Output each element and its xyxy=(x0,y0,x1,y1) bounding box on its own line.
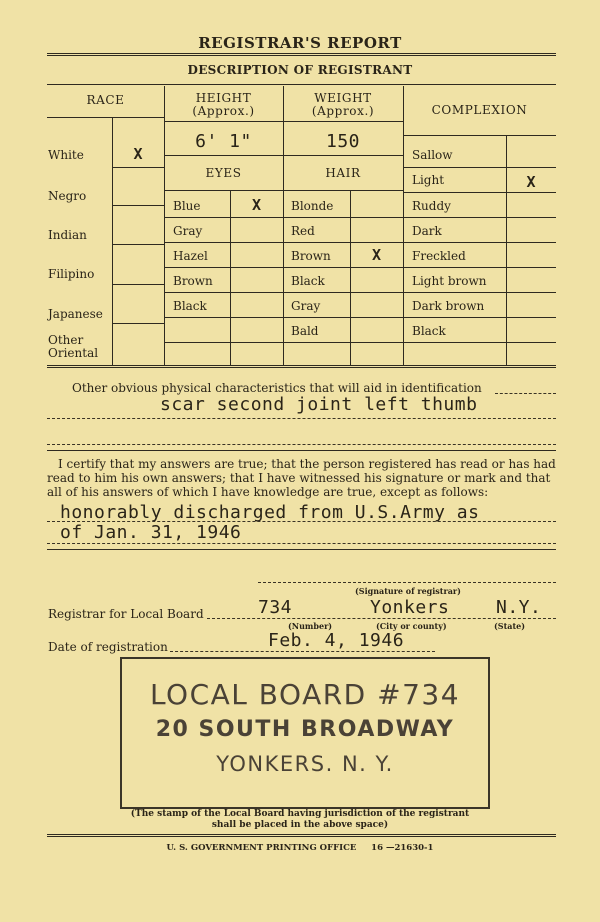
eyes-option-brown: Brown xyxy=(173,274,213,288)
characteristics-dots xyxy=(495,393,556,394)
date-value: Feb. 4, 1946 xyxy=(268,630,405,651)
col-line xyxy=(164,86,165,365)
signature-caption: (Signature of registrar) xyxy=(355,586,461,596)
complexion-row-rule xyxy=(403,317,556,318)
race-option-filipino: Filipino xyxy=(48,267,95,281)
exception-line-2: of Jan. 31, 1946 xyxy=(60,522,242,543)
complexion-row-rule xyxy=(403,267,556,268)
section-title: DESCRIPTION OF REGISTRANT xyxy=(187,63,413,77)
hair-option-red: Red xyxy=(291,224,315,238)
eyes-hair-row-rule xyxy=(164,267,403,268)
characteristics-line xyxy=(47,418,556,419)
city-caption: (City or county) xyxy=(376,621,447,631)
eyes-option-blue: Blue xyxy=(173,199,201,213)
title-rule xyxy=(47,53,556,56)
eyes-header: EYES xyxy=(205,166,242,180)
race-option-negro: Negro xyxy=(48,189,87,203)
section-divider xyxy=(47,450,556,451)
race-option-other-oriental: Other Oriental xyxy=(48,333,99,360)
complexion-option-light-brown: Light brown xyxy=(412,274,487,288)
state-caption: (State) xyxy=(494,621,526,631)
section-divider-2 xyxy=(47,549,556,550)
characteristics-line-2 xyxy=(47,444,556,445)
board-state: N.Y. xyxy=(496,597,542,618)
race-option-indian: Indian xyxy=(48,228,87,242)
stamp-line-1: LOCAL BOARD #734 xyxy=(149,678,461,711)
eyes-hair-row-rule xyxy=(164,217,403,218)
certification-line-3: all of his answers of which I have knowledge are true, except as follows: xyxy=(47,485,489,499)
hair-option-blonde: Blonde xyxy=(291,199,334,213)
eyes-hair-row-rule xyxy=(164,292,403,293)
weight-header: WEIGHT xyxy=(314,91,372,105)
hair-option-gray: Gray xyxy=(291,299,321,313)
race-option-japanese: Japanese xyxy=(48,307,103,321)
stamp-caption-2: shall be placed in the above space) xyxy=(211,820,389,830)
certification-line-2: read to him his own answers; that I have witnessed his signature or mark and that xyxy=(47,471,551,485)
complexion-row-rule xyxy=(403,192,556,193)
eyes-hair-row-rule xyxy=(164,242,403,243)
height-value: 6' 1" xyxy=(195,131,252,152)
eyes-option-gray: Gray xyxy=(173,224,203,238)
board-city: Yonkers xyxy=(370,597,450,618)
date-label: Date of registration xyxy=(48,640,168,654)
eyes-hair-row-rule xyxy=(164,342,403,343)
height-weight-rule xyxy=(164,121,403,122)
complexion-row-rule xyxy=(403,217,556,218)
eyes-hair-row-rule xyxy=(164,317,403,318)
height-header: HEIGHT xyxy=(195,91,252,105)
col-line xyxy=(403,86,404,365)
form-title: REGISTRAR'S REPORT xyxy=(198,34,402,52)
board-dots xyxy=(207,618,556,619)
weight-approx: (Approx.) xyxy=(311,104,375,118)
complexion-row-rule xyxy=(403,292,556,293)
number-caption: (Number) xyxy=(288,621,333,631)
race-header: RACE xyxy=(86,93,125,107)
section-rule xyxy=(47,84,556,85)
weight-value: 150 xyxy=(325,131,360,152)
col-line xyxy=(283,86,284,365)
footer-rule xyxy=(47,834,556,837)
race-header-rule xyxy=(47,117,164,118)
stamp-line-2: 20 SOUTH BROADWAY xyxy=(155,717,455,742)
complexion-option-sallow: Sallow xyxy=(412,148,453,162)
hair-option-black: Black xyxy=(291,274,325,288)
hair-option-bald: Bald xyxy=(291,324,319,338)
complexion-option-dark-brown: Dark brown xyxy=(412,299,485,313)
stamp-caption-1: (The stamp of the Local Board having jurisdiction of the registrant xyxy=(130,809,470,819)
complexion-light-mark: X xyxy=(526,173,536,191)
complexion-option-ruddy: Ruddy xyxy=(412,199,451,213)
signature-line xyxy=(258,582,556,583)
board-number: 734 xyxy=(258,597,293,618)
exception-dots-2 xyxy=(47,543,556,544)
eyes-option-black: Black xyxy=(173,299,207,313)
characteristics-label: Other obvious physical characteristics that will aid in identification xyxy=(72,381,482,395)
hair-header: HAIR xyxy=(325,166,361,180)
complexion-row-rule xyxy=(403,242,556,243)
race-row-rule xyxy=(112,167,164,168)
race-option-white: White xyxy=(48,148,84,162)
local-board-stamp xyxy=(120,657,490,809)
value-rule xyxy=(164,155,403,156)
eyes-blue-mark: X xyxy=(251,196,262,214)
stamp-line-3: YONKERS. N. Y. xyxy=(216,752,394,776)
date-dots xyxy=(170,651,435,652)
race-white-mark: X xyxy=(133,145,143,163)
height-approx: (Approx.) xyxy=(192,104,255,118)
table-bottom xyxy=(47,365,556,368)
complexion-row-rule xyxy=(403,167,556,168)
registrar-board-label: Registrar for Local Board xyxy=(48,607,204,621)
race-row-rule xyxy=(112,205,164,206)
hair-brown-mark: X xyxy=(371,246,382,264)
exception-line-1: honorably discharged from U.S.Army as xyxy=(60,502,480,523)
complexion-row-rule xyxy=(403,342,556,343)
complexion-option-dark: Dark xyxy=(412,224,442,238)
complexion-header-rule xyxy=(403,135,556,136)
race-row-rule xyxy=(112,323,164,324)
col-line xyxy=(506,135,507,365)
race-row-rule xyxy=(112,244,164,245)
complexion-option-black: Black xyxy=(412,324,446,338)
eyes-option-hazel: Hazel xyxy=(173,249,208,263)
hair-option-brown: Brown xyxy=(291,249,331,263)
characteristics-value: scar second joint left thumb xyxy=(160,394,478,415)
printing-office: U. S. GOVERNMENT PRINTING OFFICE 16 —21630-1 xyxy=(166,843,434,853)
eyes-hair-rule xyxy=(164,190,403,191)
certification-line-1: I certify that my answers are true; that the person registered has read or has had xyxy=(58,457,556,471)
complexion-option-freckled: Freckled xyxy=(412,249,466,263)
complexion-header: COMPLEXION xyxy=(431,103,528,117)
race-row-rule xyxy=(112,284,164,285)
complexion-option-light: Light xyxy=(412,173,445,187)
